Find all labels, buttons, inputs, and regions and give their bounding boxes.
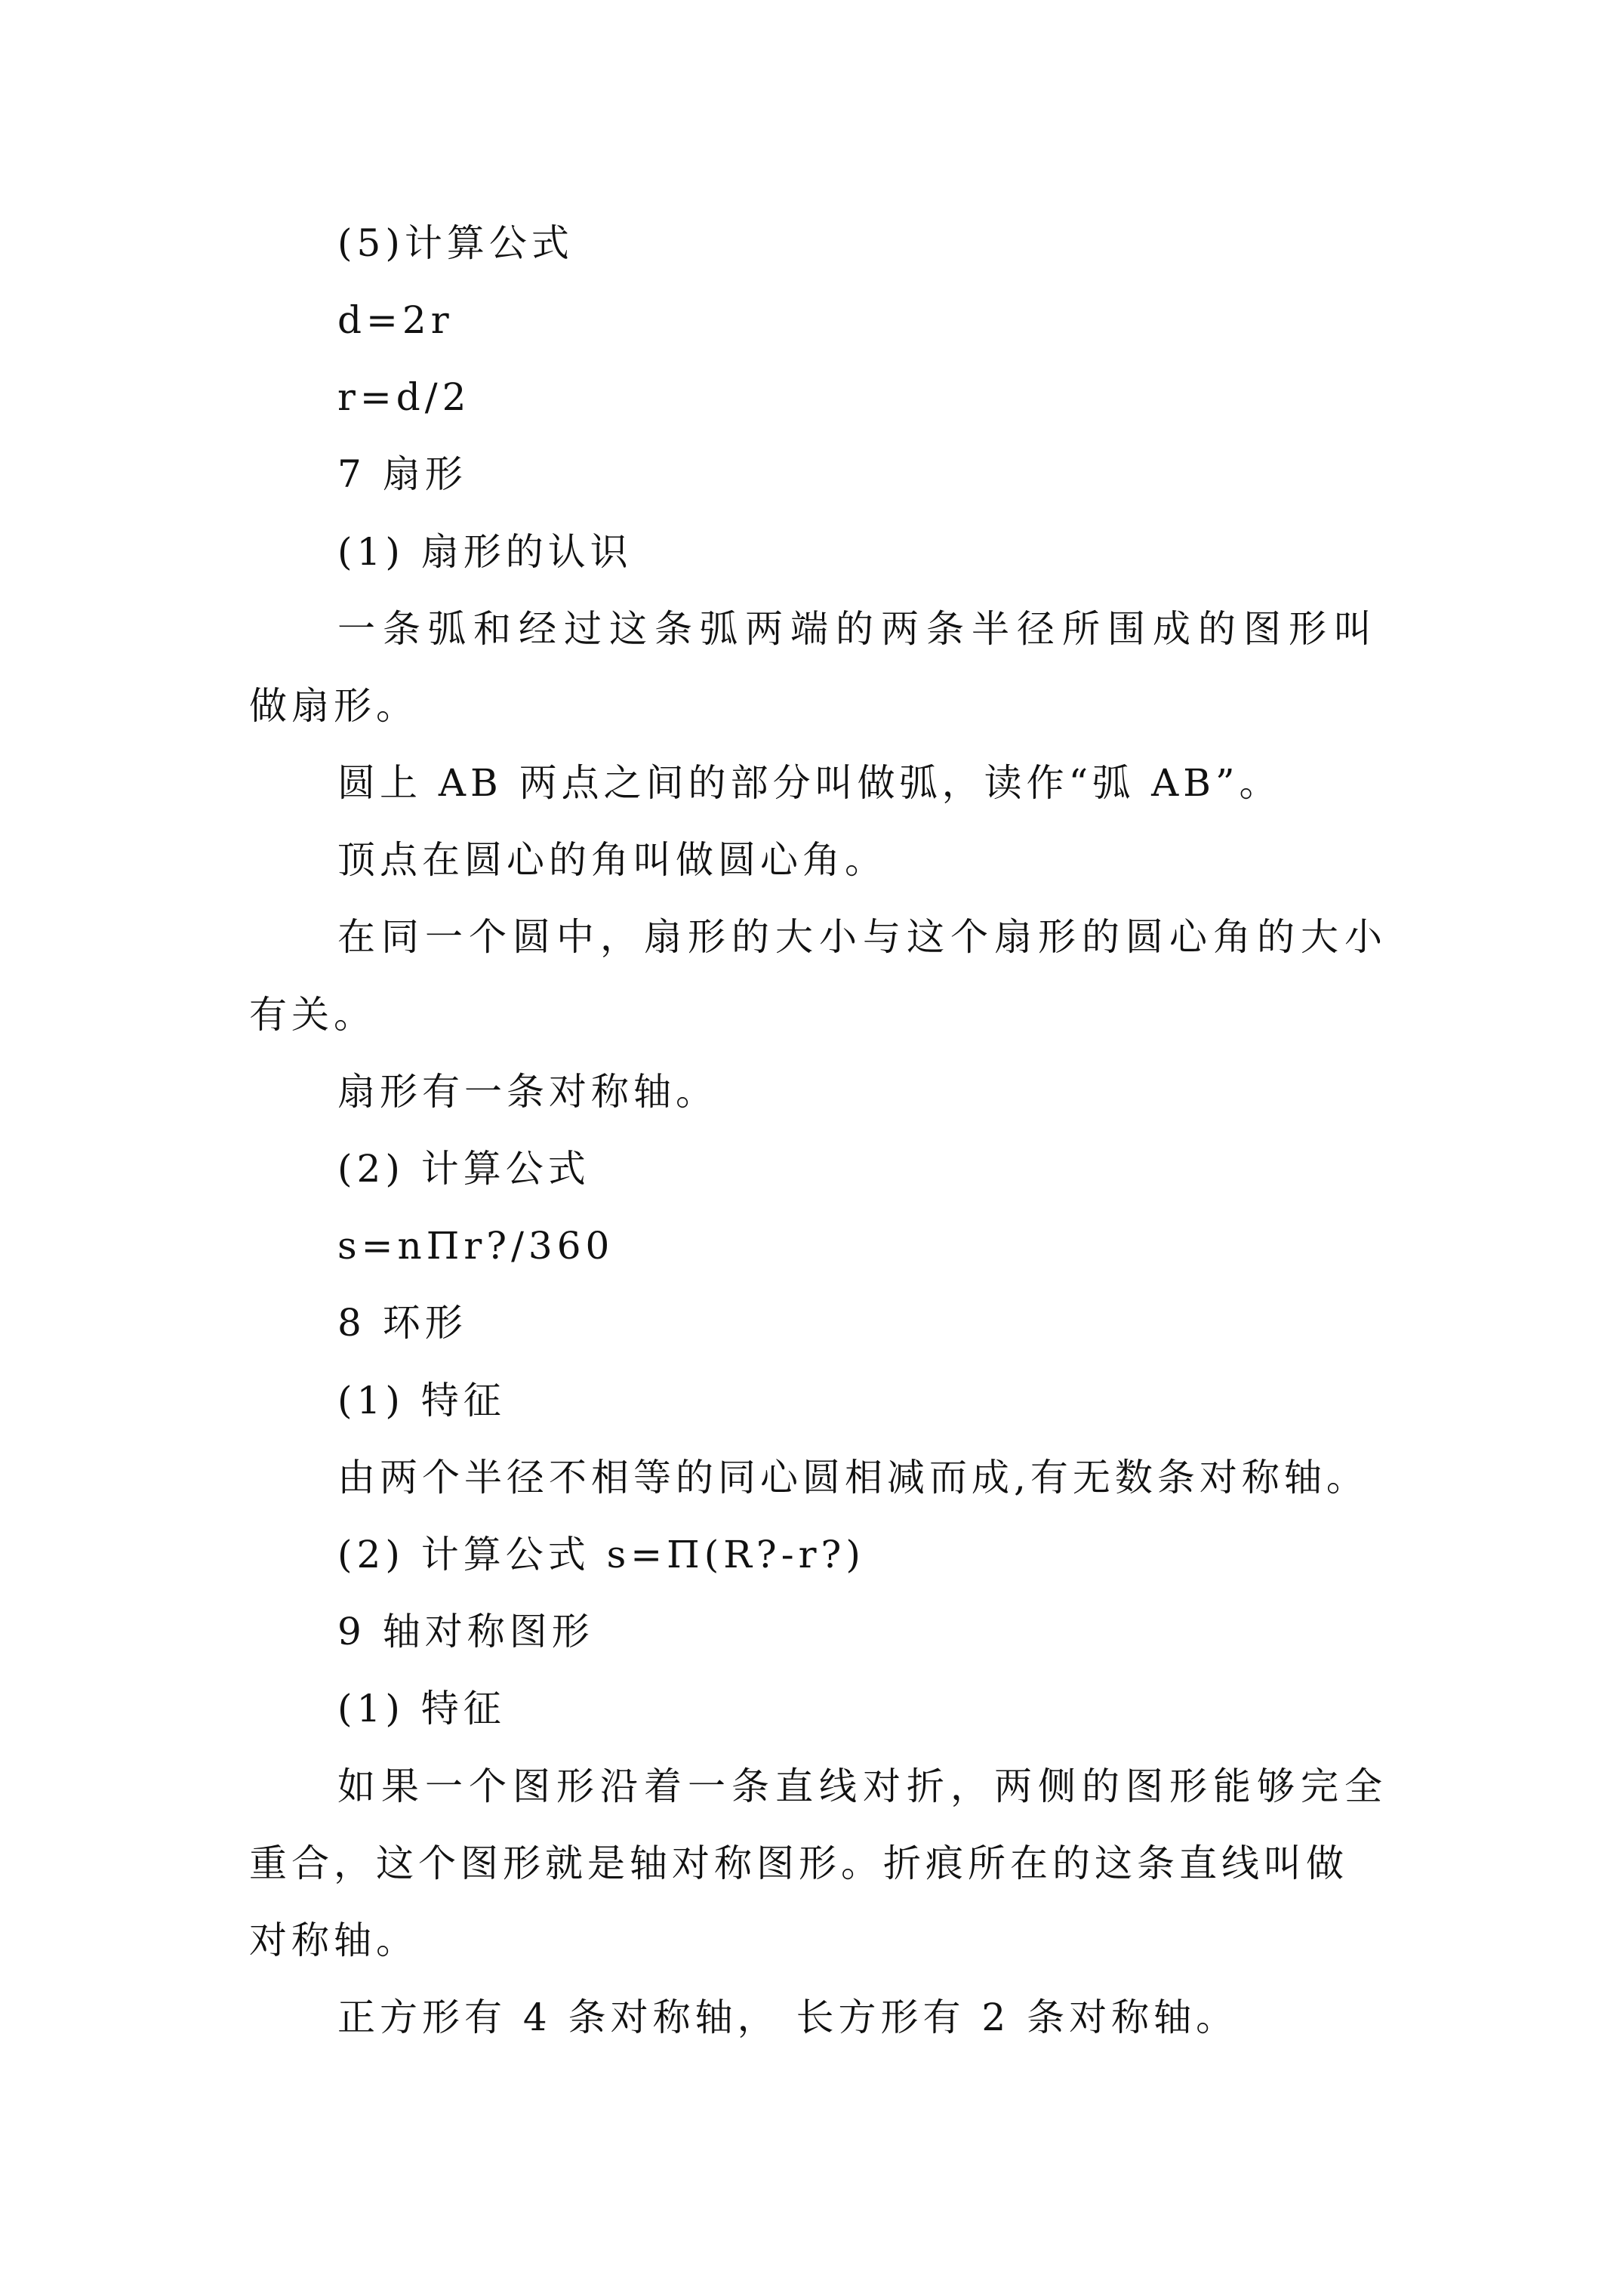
- text-line: (1) 特征: [337, 1687, 506, 1730]
- text-line: r=d/2: [337, 375, 471, 419]
- text-line: (1) 特征: [337, 1379, 506, 1422]
- text-line: 圆上 AB 两点之间的部分叫做弧，读作“弧 AB”。: [337, 761, 1282, 805]
- text-line: 对称轴。: [249, 1918, 418, 1962]
- text-line: 9 轴对称图形: [337, 1610, 594, 1653]
- text-line: 顶点在圆心的角叫做圆心角。: [337, 838, 887, 882]
- text-line: 扇形有一条对称轴。: [337, 1070, 718, 1114]
- text-line: 做扇形。: [249, 684, 418, 728]
- text-line: 如果一个图形沿着一条直线对折，两侧的图形能够完全: [337, 1764, 1388, 1808]
- text-line: (1) 扇形的认识: [337, 530, 633, 574]
- text-line: 8 环形: [337, 1301, 467, 1345]
- text-line: (2) 计算公式: [337, 1147, 590, 1191]
- text-line: 7 扇形: [337, 452, 467, 496]
- text-line: 重合，这个图形就是轴对称图形。折痕所在的这条直线叫做: [249, 1841, 1348, 1885]
- text-line: 一条弧和经过这条弧两端的两条半径所围成的图形叫: [337, 607, 1379, 651]
- text-line: s=nΠr?/360: [337, 1224, 614, 1268]
- text-line: 在同一个圆中，扇形的大小与这个扇形的圆心角的大小: [337, 915, 1388, 959]
- text-line: 正方形有 4 条对称轴， 长方形有 2 条对称轴。: [337, 1996, 1239, 2039]
- text-line: (2) 计算公式 s=Π(R?-r?): [337, 1533, 865, 1576]
- text-line: 由两个半径不相等的同心圆相减而成,有无数条对称轴。: [337, 1456, 1369, 1499]
- text-line: d=2r: [337, 298, 454, 342]
- text-line: 有关。: [249, 993, 376, 1037]
- text-line: (5)计算公式: [337, 221, 574, 265]
